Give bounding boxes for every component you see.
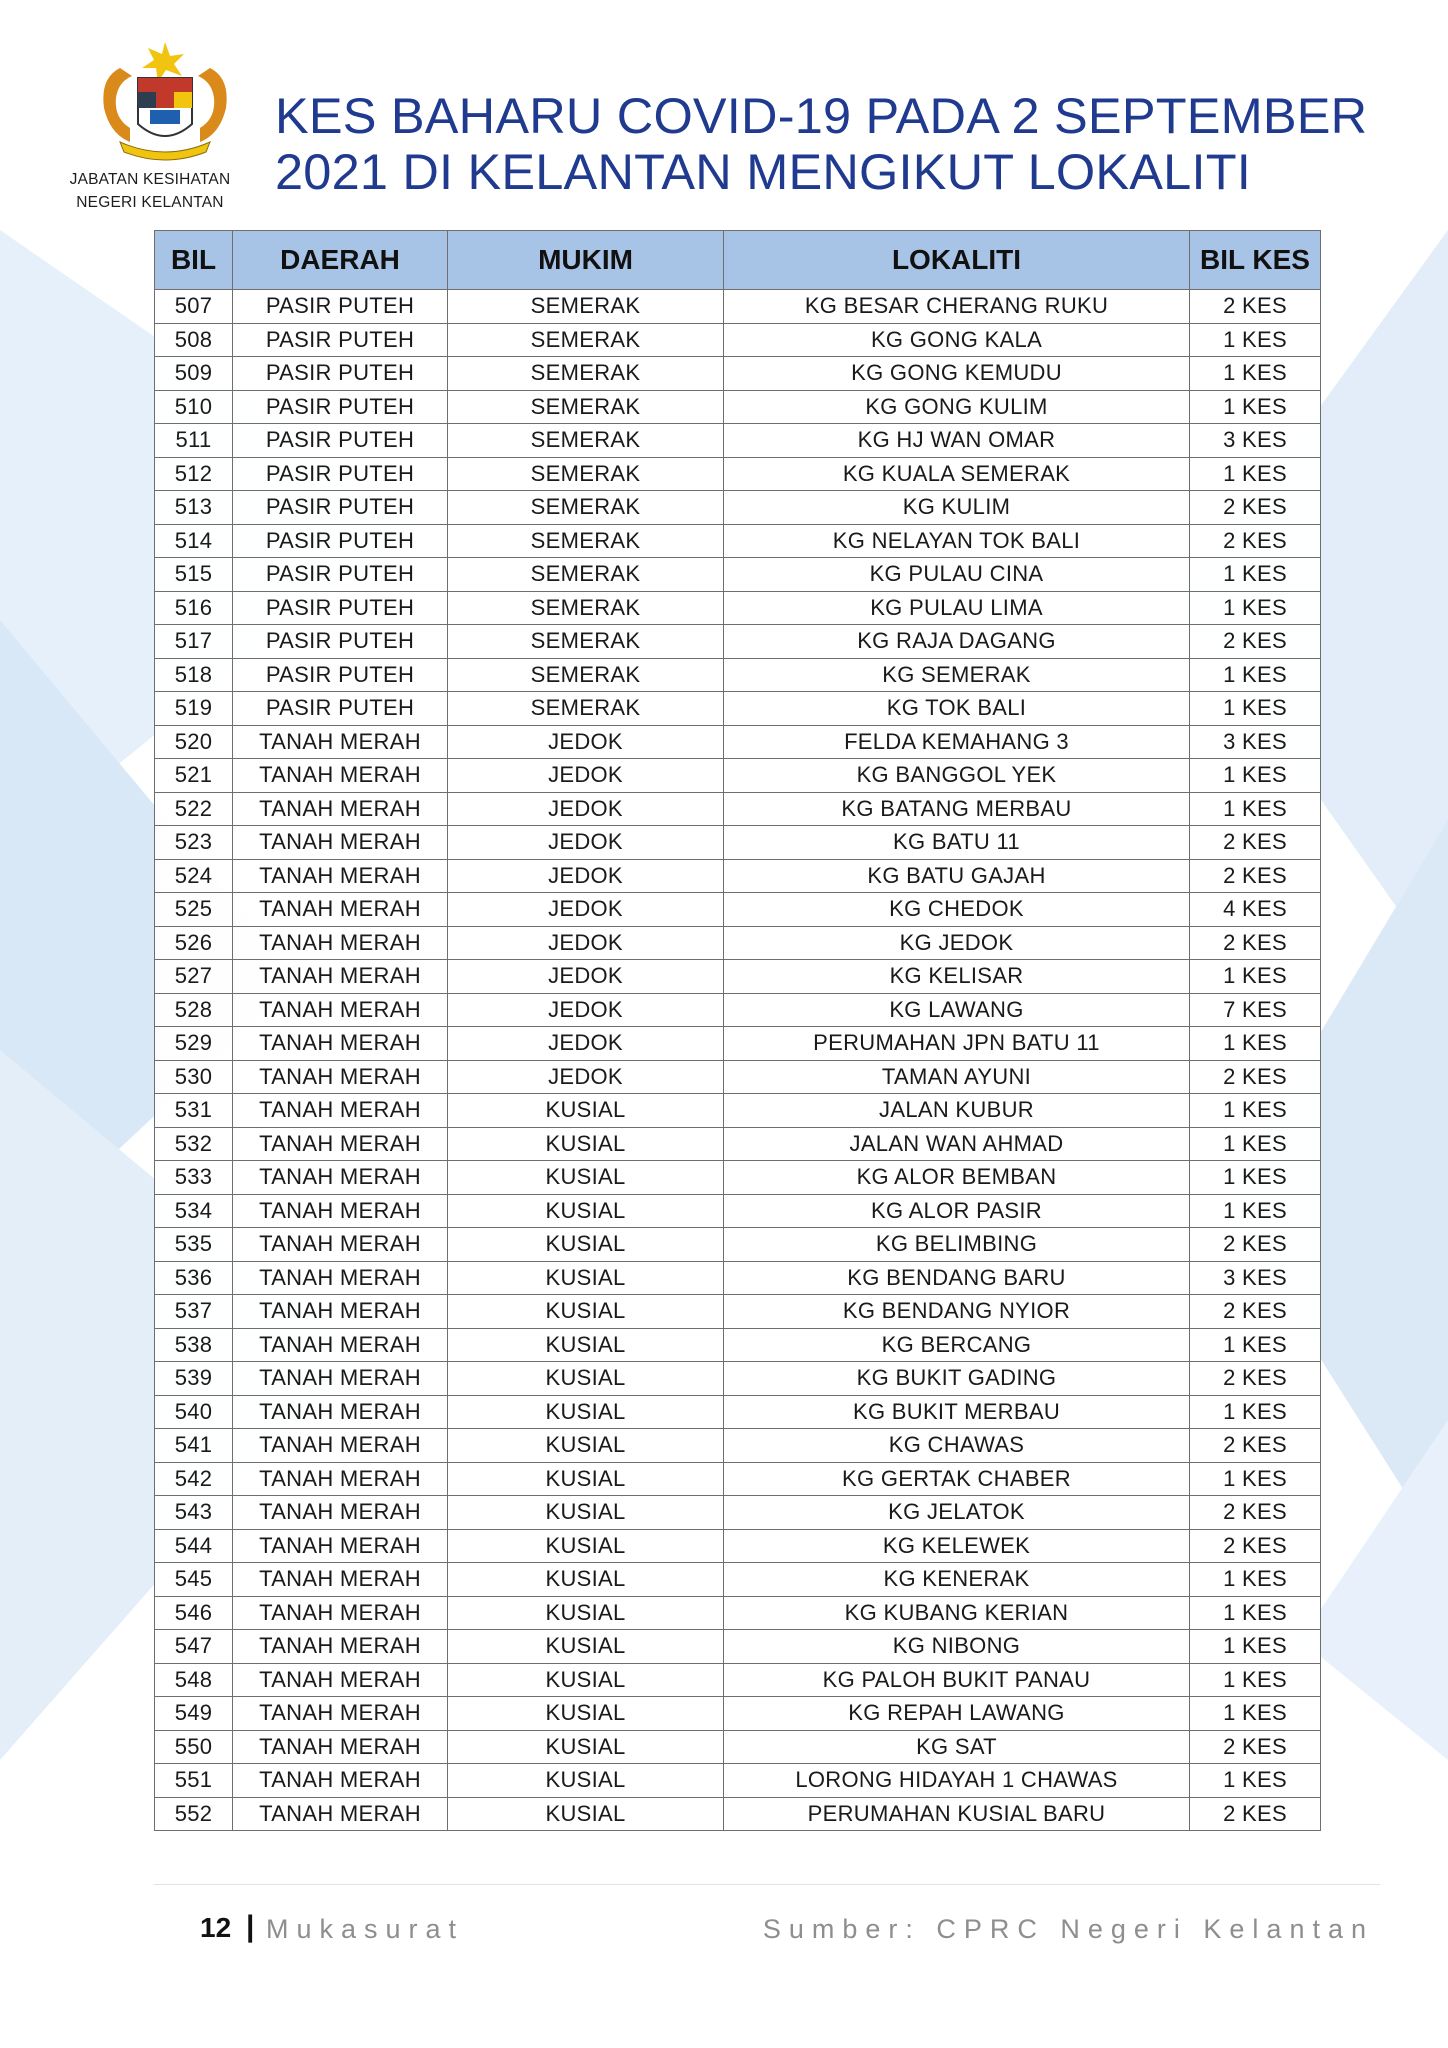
table-row xyxy=(155,1596,1321,1630)
table-cell-mukim: KUSIAL xyxy=(448,1630,724,1664)
table-cell-bil: 534 xyxy=(155,1194,233,1228)
table-cell-bil-kes: 1 KES xyxy=(1190,1027,1321,1061)
table-cell-daerah: TANAH MERAH xyxy=(233,1496,448,1530)
table-cell-bil-kes: 1 KES xyxy=(1190,1663,1321,1697)
table-cell-bil: 507 xyxy=(155,290,233,324)
table-cell-lokaliti: KG GONG KULIM xyxy=(724,390,1190,424)
table-cell-lokaliti: KG KELISAR xyxy=(724,960,1190,994)
table-cell-bil-kes: 2 KES xyxy=(1190,524,1321,558)
table-cell-daerah: TANAH MERAH xyxy=(233,993,448,1027)
table-cell-lokaliti: KG BELIMBING xyxy=(724,1228,1190,1262)
table-cell-mukim: SEMERAK xyxy=(448,591,724,625)
table-row xyxy=(155,491,1321,525)
table-cell-bil-kes: 1 KES xyxy=(1190,323,1321,357)
table-cell-mukim: SEMERAK xyxy=(448,658,724,692)
table-cell-lokaliti: KG GERTAK CHABER xyxy=(724,1462,1190,1496)
table-cell-daerah: PASIR PUTEH xyxy=(233,357,448,391)
table-cell-bil-kes: 2 KES xyxy=(1190,859,1321,893)
table-cell-bil: 509 xyxy=(155,357,233,391)
table-row xyxy=(155,826,1321,860)
table-cell-bil: 552 xyxy=(155,1797,233,1831)
table-cell-lokaliti: KG BENDANG NYIOR xyxy=(724,1295,1190,1329)
table-cell-bil-kes: 1 KES xyxy=(1190,692,1321,726)
table-cell-bil: 521 xyxy=(155,759,233,793)
table-cell-daerah: TANAH MERAH xyxy=(233,926,448,960)
table-cell-daerah: TANAH MERAH xyxy=(233,1529,448,1563)
table-cell-daerah: TANAH MERAH xyxy=(233,1663,448,1697)
table-cell-mukim: SEMERAK xyxy=(448,625,724,659)
table-row xyxy=(155,1161,1321,1195)
table-body xyxy=(155,290,1321,1831)
table-cell-lokaliti: JALAN WAN AHMAD xyxy=(724,1127,1190,1161)
table-cell-mukim: KUSIAL xyxy=(448,1697,724,1731)
table-row xyxy=(155,591,1321,625)
table-cell-lokaliti: KG BATANG MERBAU xyxy=(724,792,1190,826)
table-row xyxy=(155,323,1321,357)
table-cell-lokaliti: KG KUBANG KERIAN xyxy=(724,1596,1190,1630)
table-cell-mukim: SEMERAK xyxy=(448,491,724,525)
table-cell-bil-kes: 2 KES xyxy=(1190,926,1321,960)
table-cell-bil-kes: 1 KES xyxy=(1190,591,1321,625)
table-cell-lokaliti: KG REPAH LAWANG xyxy=(724,1697,1190,1731)
table-cell-daerah: TANAH MERAH xyxy=(233,759,448,793)
table-cell-bil-kes: 3 KES xyxy=(1190,725,1321,759)
table-row xyxy=(155,1563,1321,1597)
table-row xyxy=(155,1630,1321,1664)
table-cell-bil: 516 xyxy=(155,591,233,625)
table-cell-daerah: TANAH MERAH xyxy=(233,893,448,927)
table-cell-daerah: TANAH MERAH xyxy=(233,1094,448,1128)
table-cell-bil: 515 xyxy=(155,558,233,592)
table-row xyxy=(155,759,1321,793)
cases-table-container xyxy=(154,230,1320,1831)
table-cell-bil-kes: 1 KES xyxy=(1190,1127,1321,1161)
table-cell-bil: 524 xyxy=(155,859,233,893)
table-cell-bil: 528 xyxy=(155,993,233,1027)
table-cell-lokaliti: KG KUALA SEMERAK xyxy=(724,457,1190,491)
table-cell-bil-kes: 1 KES xyxy=(1190,457,1321,491)
column-header-bil-kes: BIL KES xyxy=(1190,231,1321,290)
table-cell-bil-kes: 2 KES xyxy=(1190,290,1321,324)
table-cell-daerah: TANAH MERAH xyxy=(233,1295,448,1329)
table-cell-daerah: TANAH MERAH xyxy=(233,1161,448,1195)
page-number-separator: | xyxy=(246,1910,255,1943)
table-cell-daerah: TANAH MERAH xyxy=(233,960,448,994)
document-header xyxy=(0,0,1448,225)
table-cell-daerah: TANAH MERAH xyxy=(233,1261,448,1295)
table-cell-bil-kes: 1 KES xyxy=(1190,658,1321,692)
page-title xyxy=(275,88,1395,200)
table-cell-daerah: PASIR PUTEH xyxy=(233,457,448,491)
table-row xyxy=(155,926,1321,960)
table-cell-lokaliti: KG BESAR CHERANG RUKU xyxy=(724,290,1190,324)
table-cell-bil-kes: 1 KES xyxy=(1190,1395,1321,1429)
table-row xyxy=(155,357,1321,391)
table-cell-bil: 549 xyxy=(155,1697,233,1731)
table-cell-bil-kes: 2 KES xyxy=(1190,1529,1321,1563)
table-cell-bil-kes: 3 KES xyxy=(1190,1261,1321,1295)
table-cell-bil: 542 xyxy=(155,1462,233,1496)
table-cell-bil-kes: 1 KES xyxy=(1190,1697,1321,1731)
table-cell-mukim: KUSIAL xyxy=(448,1730,724,1764)
table-row xyxy=(155,1496,1321,1530)
table-cell-bil: 519 xyxy=(155,692,233,726)
table-cell-bil: 518 xyxy=(155,658,233,692)
table-cell-bil: 544 xyxy=(155,1529,233,1563)
table-cell-lokaliti: KG HJ WAN OMAR xyxy=(724,424,1190,458)
table-row xyxy=(155,960,1321,994)
table-cell-bil: 520 xyxy=(155,725,233,759)
page-footer xyxy=(0,1880,1448,1960)
table-cell-mukim: KUSIAL xyxy=(448,1529,724,1563)
table-cell-bil: 533 xyxy=(155,1161,233,1195)
table-cell-bil-kes: 1 KES xyxy=(1190,1328,1321,1362)
table-cell-bil-kes: 1 KES xyxy=(1190,1630,1321,1664)
table-cell-mukim: SEMERAK xyxy=(448,558,724,592)
table-cell-bil: 536 xyxy=(155,1261,233,1295)
table-cell-bil-kes: 2 KES xyxy=(1190,1429,1321,1463)
table-cell-mukim: KUSIAL xyxy=(448,1663,724,1697)
table-row xyxy=(155,390,1321,424)
table-cell-daerah: TANAH MERAH xyxy=(233,1797,448,1831)
table-cell-bil: 531 xyxy=(155,1094,233,1128)
table-cell-daerah: PASIR PUTEH xyxy=(233,524,448,558)
table-cell-bil-kes: 2 KES xyxy=(1190,1228,1321,1262)
table-row xyxy=(155,424,1321,458)
table-cell-bil-kes: 3 KES xyxy=(1190,424,1321,458)
table-row xyxy=(155,1395,1321,1429)
table-cell-lokaliti: KG PULAU CINA xyxy=(724,558,1190,592)
table-cell-daerah: TANAH MERAH xyxy=(233,1228,448,1262)
table-cell-daerah: TANAH MERAH xyxy=(233,1764,448,1798)
table-cell-daerah: TANAH MERAH xyxy=(233,1194,448,1228)
table-cell-bil-kes: 1 KES xyxy=(1190,558,1321,592)
agency-name-line1: JABATAN KESIHATAN xyxy=(69,171,231,188)
table-cell-bil: 513 xyxy=(155,491,233,525)
table-cell-mukim: KUSIAL xyxy=(448,1362,724,1396)
table-row xyxy=(155,725,1321,759)
table-cell-lokaliti: KG JEDOK xyxy=(724,926,1190,960)
table-cell-bil: 537 xyxy=(155,1295,233,1329)
table-cell-mukim: KUSIAL xyxy=(448,1261,724,1295)
table-cell-bil-kes: 1 KES xyxy=(1190,1563,1321,1597)
table-cell-daerah: TANAH MERAH xyxy=(233,1630,448,1664)
table-cell-lokaliti: TAMAN AYUNI xyxy=(724,1060,1190,1094)
table-cell-daerah: PASIR PUTEH xyxy=(233,323,448,357)
table-cell-lokaliti: KG SEMERAK xyxy=(724,658,1190,692)
table-cell-mukim: KUSIAL xyxy=(448,1194,724,1228)
table-cell-lokaliti: KG PULAU LIMA xyxy=(724,591,1190,625)
table-cell-daerah: PASIR PUTEH xyxy=(233,290,448,324)
table-cell-lokaliti: KG RAJA DAGANG xyxy=(724,625,1190,659)
table-cell-bil: 522 xyxy=(155,792,233,826)
table-cell-bil: 523 xyxy=(155,826,233,860)
table-cell-daerah: TANAH MERAH xyxy=(233,859,448,893)
table-cell-mukim: SEMERAK xyxy=(448,323,724,357)
table-cell-bil: 529 xyxy=(155,1027,233,1061)
table-cell-mukim: KUSIAL xyxy=(448,1295,724,1329)
table-cell-lokaliti: KG BENDANG BARU xyxy=(724,1261,1190,1295)
table-cell-daerah: PASIR PUTEH xyxy=(233,692,448,726)
table-row xyxy=(155,1429,1321,1463)
table-cell-mukim: KUSIAL xyxy=(448,1395,724,1429)
table-cell-mukim: KUSIAL xyxy=(448,1462,724,1496)
table-cell-bil-kes: 2 KES xyxy=(1190,826,1321,860)
table-cell-bil: 517 xyxy=(155,625,233,659)
table-row xyxy=(155,1027,1321,1061)
table-cell-mukim: JEDOK xyxy=(448,1060,724,1094)
table-cell-mukim: SEMERAK xyxy=(448,390,724,424)
table-cell-lokaliti: LORONG HIDAYAH 1 CHAWAS xyxy=(724,1764,1190,1798)
table-cell-daerah: TANAH MERAH xyxy=(233,1060,448,1094)
table-cell-bil: 539 xyxy=(155,1362,233,1396)
table-cell-mukim: JEDOK xyxy=(448,893,724,927)
table-cell-lokaliti: KG CHAWAS xyxy=(724,1429,1190,1463)
table-cell-bil: 510 xyxy=(155,390,233,424)
table-cell-lokaliti: KG PALOH BUKIT PANAU xyxy=(724,1663,1190,1697)
table-cell-bil: 551 xyxy=(155,1764,233,1798)
table-cell-bil-kes: 1 KES xyxy=(1190,1194,1321,1228)
agency-name-line2: NEGERI KELANTAN xyxy=(76,194,224,211)
table-cell-bil: 546 xyxy=(155,1596,233,1630)
table-cell-bil-kes: 2 KES xyxy=(1190,1496,1321,1530)
table-cell-daerah: TANAH MERAH xyxy=(233,1429,448,1463)
table-cell-mukim: KUSIAL xyxy=(448,1797,724,1831)
table-cell-mukim: SEMERAK xyxy=(448,290,724,324)
table-row xyxy=(155,1328,1321,1362)
table-cell-bil-kes: 1 KES xyxy=(1190,960,1321,994)
table-row xyxy=(155,692,1321,726)
table-cell-bil: 543 xyxy=(155,1496,233,1530)
table-cell-bil-kes: 7 KES xyxy=(1190,993,1321,1027)
table-cell-mukim: KUSIAL xyxy=(448,1563,724,1597)
table-row xyxy=(155,558,1321,592)
table-row xyxy=(155,290,1321,324)
table-cell-mukim: SEMERAK xyxy=(448,457,724,491)
table-cell-lokaliti: KG ALOR PASIR xyxy=(724,1194,1190,1228)
table-cell-bil: 538 xyxy=(155,1328,233,1362)
page-title-line1: KES BAHARU COVID-19 PADA 2 SEPTEMBER xyxy=(275,87,1368,144)
table-cell-bil: 532 xyxy=(155,1127,233,1161)
table-cell-mukim: SEMERAK xyxy=(448,357,724,391)
column-header-bil: BIL xyxy=(155,231,233,290)
table-cell-daerah: TANAH MERAH xyxy=(233,1462,448,1496)
table-cell-mukim: KUSIAL xyxy=(448,1496,724,1530)
table-cell-bil-kes: 1 KES xyxy=(1190,1161,1321,1195)
table-cell-daerah: TANAH MERAH xyxy=(233,826,448,860)
table-cell-lokaliti: KG BANGGOL YEK xyxy=(724,759,1190,793)
footer-divider xyxy=(154,1884,1380,1885)
table-row xyxy=(155,1194,1321,1228)
table-row xyxy=(155,1764,1321,1798)
table-cell-bil-kes: 1 KES xyxy=(1190,390,1321,424)
table-cell-lokaliti: KG KULIM xyxy=(724,491,1190,525)
table-cell-mukim: SEMERAK xyxy=(448,692,724,726)
table-cell-bil: 541 xyxy=(155,1429,233,1463)
table-cell-lokaliti: KG BUKIT GADING xyxy=(724,1362,1190,1396)
table-cell-daerah: PASIR PUTEH xyxy=(233,558,448,592)
table-cell-bil: 550 xyxy=(155,1730,233,1764)
table-cell-lokaliti: KG NELAYAN TOK BALI xyxy=(724,524,1190,558)
table-cell-lokaliti: KG LAWANG xyxy=(724,993,1190,1027)
table-row xyxy=(155,859,1321,893)
table-cell-daerah: TANAH MERAH xyxy=(233,792,448,826)
table-cell-mukim: KUSIAL xyxy=(448,1764,724,1798)
table-row xyxy=(155,1060,1321,1094)
table-cell-lokaliti: KG KENERAK xyxy=(724,1563,1190,1597)
table-cell-bil-kes: 1 KES xyxy=(1190,792,1321,826)
table-cell-mukim: KUSIAL xyxy=(448,1596,724,1630)
table-cell-mukim: JEDOK xyxy=(448,960,724,994)
table-cell-bil: 547 xyxy=(155,1630,233,1664)
table-cell-lokaliti: KG SAT xyxy=(724,1730,1190,1764)
table-cell-lokaliti: PERUMAHAN JPN BATU 11 xyxy=(724,1027,1190,1061)
table-cell-daerah: TANAH MERAH xyxy=(233,1362,448,1396)
table-cell-mukim: JEDOK xyxy=(448,792,724,826)
table-cell-mukim: KUSIAL xyxy=(448,1161,724,1195)
page-number: 12 xyxy=(200,1912,232,1943)
table-row xyxy=(155,1462,1321,1496)
table-cell-daerah: PASIR PUTEH xyxy=(233,591,448,625)
table-row xyxy=(155,658,1321,692)
table-row xyxy=(155,1697,1321,1731)
table-cell-bil-kes: 2 KES xyxy=(1190,625,1321,659)
table-cell-daerah: PASIR PUTEH xyxy=(233,390,448,424)
table-cell-mukim: JEDOK xyxy=(448,1027,724,1061)
table-cell-mukim: JEDOK xyxy=(448,993,724,1027)
table-cell-bil-kes: 1 KES xyxy=(1190,1094,1321,1128)
table-cell-bil: 508 xyxy=(155,323,233,357)
table-cell-lokaliti: KG BERCANG xyxy=(724,1328,1190,1362)
table-cell-bil-kes: 4 KES xyxy=(1190,893,1321,927)
table-row xyxy=(155,1529,1321,1563)
table-row xyxy=(155,1797,1321,1831)
source-credit: Sumber: CPRC Negeri Kelantan xyxy=(762,1914,1374,1944)
table-cell-bil: 512 xyxy=(155,457,233,491)
table-row xyxy=(155,1094,1321,1128)
table-cell-bil: 526 xyxy=(155,926,233,960)
table-cell-bil-kes: 1 KES xyxy=(1190,759,1321,793)
table-cell-bil-kes: 2 KES xyxy=(1190,1362,1321,1396)
table-cell-bil-kes: 2 KES xyxy=(1190,1797,1321,1831)
table-cell-bil: 527 xyxy=(155,960,233,994)
table-cell-daerah: TANAH MERAH xyxy=(233,1027,448,1061)
table-row xyxy=(155,1663,1321,1697)
table-row xyxy=(155,993,1321,1027)
table-cell-bil-kes: 1 KES xyxy=(1190,357,1321,391)
table-cell-lokaliti: KG BATU GAJAH xyxy=(724,859,1190,893)
table-row xyxy=(155,1228,1321,1262)
table-row xyxy=(155,625,1321,659)
table-row xyxy=(155,1127,1321,1161)
table-cell-daerah: TANAH MERAH xyxy=(233,1127,448,1161)
table-cell-lokaliti: KG GONG KALA xyxy=(724,323,1190,357)
table-cell-mukim: SEMERAK xyxy=(448,424,724,458)
table-cell-mukim: KUSIAL xyxy=(448,1228,724,1262)
table-cell-lokaliti: KG BATU 11 xyxy=(724,826,1190,860)
page-title-line2: 2021 DI KELANTAN MENGIKUT LOKALITI xyxy=(275,143,1251,200)
table-cell-mukim: JEDOK xyxy=(448,759,724,793)
table-cell-daerah: TANAH MERAH xyxy=(233,725,448,759)
table-cell-bil-kes: 1 KES xyxy=(1190,1764,1321,1798)
agency-name xyxy=(52,168,248,214)
state-coat-of-arms-logo xyxy=(80,38,250,168)
table-row xyxy=(155,457,1321,491)
table-cell-mukim: KUSIAL xyxy=(448,1094,724,1128)
table-cell-daerah: PASIR PUTEH xyxy=(233,424,448,458)
table-cell-lokaliti: KG BUKIT MERBAU xyxy=(724,1395,1190,1429)
table-cell-lokaliti: KG KELEWEK xyxy=(724,1529,1190,1563)
table-cell-bil: 514 xyxy=(155,524,233,558)
table-cell-daerah: TANAH MERAH xyxy=(233,1563,448,1597)
table-cell-daerah: PASIR PUTEH xyxy=(233,625,448,659)
table-cell-mukim: JEDOK xyxy=(448,725,724,759)
table-cell-bil-kes: 2 KES xyxy=(1190,1060,1321,1094)
table-cell-bil-kes: 2 KES xyxy=(1190,491,1321,525)
table-cell-bil: 548 xyxy=(155,1663,233,1697)
table-cell-bil-kes: 2 KES xyxy=(1190,1295,1321,1329)
table-header-row xyxy=(155,231,1321,290)
table-cell-lokaliti: KG ALOR BEMBAN xyxy=(724,1161,1190,1195)
table-cell-mukim: JEDOK xyxy=(448,926,724,960)
table-cell-bil-kes: 2 KES xyxy=(1190,1730,1321,1764)
table-cell-mukim: JEDOK xyxy=(448,859,724,893)
table-row xyxy=(155,1730,1321,1764)
table-cell-daerah: TANAH MERAH xyxy=(233,1395,448,1429)
table-cell-bil: 511 xyxy=(155,424,233,458)
table-row xyxy=(155,893,1321,927)
table-cell-mukim: KUSIAL xyxy=(448,1127,724,1161)
table-cell-bil: 540 xyxy=(155,1395,233,1429)
table-row xyxy=(155,524,1321,558)
column-header-daerah: DAERAH xyxy=(233,231,448,290)
table-cell-daerah: TANAH MERAH xyxy=(233,1328,448,1362)
column-header-lokaliti: LOKALITI xyxy=(724,231,1190,290)
table-cell-lokaliti: KG TOK BALI xyxy=(724,692,1190,726)
table-cell-lokaliti: FELDA KEMAHANG 3 xyxy=(724,725,1190,759)
table-cell-lokaliti: KG NIBONG xyxy=(724,1630,1190,1664)
table-cell-mukim: SEMERAK xyxy=(448,524,724,558)
table-cell-bil: 545 xyxy=(155,1563,233,1597)
page-label: Mukasurat xyxy=(266,1914,465,1944)
table-cell-daerah: PASIR PUTEH xyxy=(233,658,448,692)
column-header-mukim: MUKIM xyxy=(448,231,724,290)
cases-table xyxy=(154,230,1321,1831)
table-cell-daerah: PASIR PUTEH xyxy=(233,491,448,525)
table-row xyxy=(155,1362,1321,1396)
table-cell-lokaliti: PERUMAHAN KUSIAL BARU xyxy=(724,1797,1190,1831)
table-cell-bil-kes: 1 KES xyxy=(1190,1462,1321,1496)
table-cell-bil: 525 xyxy=(155,893,233,927)
table-row xyxy=(155,1261,1321,1295)
table-cell-lokaliti: JALAN KUBUR xyxy=(724,1094,1190,1128)
table-cell-mukim: KUSIAL xyxy=(448,1328,724,1362)
table-cell-daerah: TANAH MERAH xyxy=(233,1697,448,1731)
table-row xyxy=(155,792,1321,826)
table-cell-daerah: TANAH MERAH xyxy=(233,1730,448,1764)
table-cell-lokaliti: KG JELATOK xyxy=(724,1496,1190,1530)
table-row xyxy=(155,1295,1321,1329)
table-cell-bil: 535 xyxy=(155,1228,233,1262)
table-cell-lokaliti: KG CHEDOK xyxy=(724,893,1190,927)
table-cell-bil: 530 xyxy=(155,1060,233,1094)
table-cell-bil-kes: 1 KES xyxy=(1190,1596,1321,1630)
table-cell-daerah: TANAH MERAH xyxy=(233,1596,448,1630)
table-cell-lokaliti: KG GONG KEMUDU xyxy=(724,357,1190,391)
table-cell-mukim: JEDOK xyxy=(448,826,724,860)
table-cell-mukim: KUSIAL xyxy=(448,1429,724,1463)
